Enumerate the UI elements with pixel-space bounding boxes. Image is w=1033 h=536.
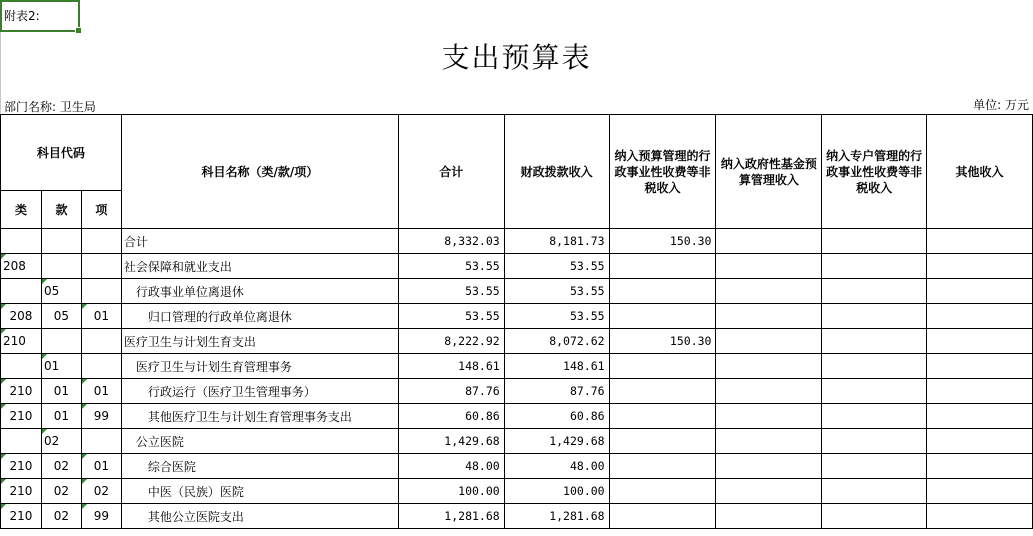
cell-name[interactable]: 综合医院 — [121, 454, 398, 479]
cell-special-acct[interactable] — [822, 379, 927, 404]
cell-budget-mgmt[interactable] — [609, 254, 716, 279]
appendix-label: 附表2: — [4, 9, 40, 23]
cell-gov-fund[interactable] — [716, 504, 822, 529]
cell-gov-fund[interactable] — [716, 279, 822, 304]
sheet-title: 支出预算表 — [441, 41, 592, 74]
cell-total[interactable]: 1,281.68 — [398, 504, 504, 529]
cell-other[interactable] — [927, 329, 1033, 354]
cell-gov-fund[interactable] — [716, 454, 822, 479]
cell-total[interactable]: 60.86 — [398, 404, 504, 429]
table-row — [1, 304, 1033, 329]
header-subject-name[interactable]: 科目名称（类/款/项） — [121, 115, 398, 229]
table-row — [1, 429, 1033, 454]
cell-other[interactable] — [927, 429, 1033, 454]
cell-other[interactable] — [927, 404, 1033, 429]
cell-fiscal[interactable]: 148.61 — [504, 354, 609, 379]
cell-xiang[interactable]: 99 — [81, 404, 121, 429]
cell-fiscal[interactable]: 53.55 — [504, 304, 609, 329]
cell-xiang[interactable] — [81, 229, 121, 254]
table-row — [1, 354, 1033, 379]
cell-xiang[interactable]: 01 — [81, 379, 121, 404]
cell-xiang[interactable] — [81, 254, 121, 279]
cell-gov-fund[interactable] — [716, 429, 822, 454]
cell-budget-mgmt[interactable]: 150.30 — [609, 229, 716, 254]
table-row — [1, 504, 1033, 529]
cell-special-acct[interactable] — [822, 404, 927, 429]
cell-budget-mgmt[interactable] — [609, 454, 716, 479]
cell-fiscal[interactable]: 60.86 — [504, 404, 609, 429]
cell-special-acct[interactable] — [822, 254, 927, 279]
department-label: 部门名称: 卫生局 — [4, 100, 96, 114]
cell-xiang[interactable]: 01 — [81, 304, 121, 329]
table-row — [1, 454, 1033, 479]
table-row — [1, 379, 1033, 404]
unit-label: 单位: 万元 — [973, 98, 1029, 112]
cell-budget-mgmt[interactable] — [609, 404, 716, 429]
cell-total[interactable]: 87.76 — [398, 379, 504, 404]
cell-other[interactable] — [927, 454, 1033, 479]
cell-lei[interactable] — [1, 429, 42, 454]
cell-gov-fund[interactable] — [716, 229, 822, 254]
cell-lei[interactable]: 210 — [1, 479, 42, 504]
header-kuan[interactable]: 款 — [41, 191, 81, 229]
cell-budget-mgmt[interactable]: 150.30 — [609, 329, 716, 354]
cell-total[interactable]: 53.55 — [398, 279, 504, 304]
cell-name[interactable]: 归口管理的行政单位离退休 — [121, 304, 398, 329]
table-row — [1, 479, 1033, 504]
header-code-group[interactable]: 科目代码 — [1, 115, 122, 191]
cell-budget-mgmt[interactable] — [609, 354, 716, 379]
cell-name[interactable]: 其他公立医院支出 — [121, 504, 398, 529]
cell-kuan[interactable]: 02 — [41, 479, 81, 504]
cell-total[interactable]: 8,332.03 — [398, 229, 504, 254]
cell-name[interactable]: 中医（民族）医院 — [121, 479, 398, 504]
cell-gov-fund[interactable] — [716, 304, 822, 329]
cell-kuan[interactable] — [41, 254, 81, 279]
cell-fiscal[interactable]: 1,429.68 — [504, 429, 609, 454]
cell-other[interactable] — [927, 279, 1033, 304]
cell-kuan[interactable]: 02 — [41, 429, 81, 454]
cell-lei[interactable] — [1, 229, 42, 254]
cell-special-acct[interactable] — [822, 304, 927, 329]
cell-lei[interactable]: 210 — [1, 454, 42, 479]
cell-xiang[interactable]: 02 — [81, 479, 121, 504]
cell-gov-fund[interactable] — [716, 404, 822, 429]
header-gov-fund[interactable]: 纳入政府性基金预算管理收入 — [716, 115, 822, 229]
cell-lei[interactable]: 208 — [1, 254, 42, 279]
cell-xiang[interactable] — [81, 329, 121, 354]
cell-other[interactable] — [927, 379, 1033, 404]
cell-kuan[interactable] — [41, 329, 81, 354]
cell-budget-mgmt[interactable] — [609, 429, 716, 454]
cell-gov-fund[interactable] — [716, 254, 822, 279]
cell-fiscal[interactable]: 87.76 — [504, 379, 609, 404]
cell-name[interactable]: 行政运行（医疗卫生管理事务） — [121, 379, 398, 404]
cell-xiang[interactable]: 99 — [81, 504, 121, 529]
cell-name[interactable]: 合计 — [121, 229, 398, 254]
fill-handle[interactable] — [75, 27, 82, 34]
cell-total[interactable]: 48.00 — [398, 454, 504, 479]
cell-lei[interactable] — [1, 354, 42, 379]
budget-table — [0, 114, 1033, 529]
header-lei[interactable]: 类 — [1, 191, 42, 229]
cell-kuan[interactable]: 01 — [41, 354, 81, 379]
cell-other[interactable] — [927, 479, 1033, 504]
cell-other[interactable] — [927, 504, 1033, 529]
cell-xiang[interactable] — [81, 354, 121, 379]
cell-xiang[interactable] — [81, 279, 121, 304]
cell-special-acct[interactable] — [822, 229, 927, 254]
cell-special-acct[interactable] — [822, 504, 927, 529]
header-other[interactable]: 其他收入 — [927, 115, 1033, 229]
cell-name[interactable]: 医疗卫生与计划生育支出 — [121, 329, 398, 354]
header-budget-mgmt[interactable]: 纳入预算管理的行政事业性收费等非税收入 — [609, 115, 716, 229]
cell-xiang[interactable]: 01 — [81, 454, 121, 479]
cell-kuan[interactable]: 05 — [41, 279, 81, 304]
cell-fiscal[interactable]: 100.00 — [504, 479, 609, 504]
cell-gov-fund[interactable] — [716, 329, 822, 354]
cell-kuan[interactable] — [41, 229, 81, 254]
cell-lei[interactable]: 210 — [1, 379, 42, 404]
cell-lei[interactable]: 210 — [1, 504, 42, 529]
cell-budget-mgmt[interactable] — [609, 279, 716, 304]
cell-kuan[interactable]: 01 — [41, 379, 81, 404]
header-fiscal[interactable]: 财政拨款收入 — [504, 115, 609, 229]
cell-lei[interactable]: 210 — [1, 329, 42, 354]
cell-special-acct[interactable] — [822, 429, 927, 454]
cell-other[interactable] — [927, 304, 1033, 329]
cell-xiang[interactable] — [81, 429, 121, 454]
cell-gov-fund[interactable] — [716, 379, 822, 404]
table-row — [1, 254, 1033, 279]
cell-fiscal[interactable]: 53.55 — [504, 254, 609, 279]
cell-kuan[interactable]: 05 — [41, 304, 81, 329]
cell-name[interactable]: 医疗卫生与计划生育管理事务 — [121, 354, 398, 379]
cell-total[interactable]: 8,222.92 — [398, 329, 504, 354]
cell-fiscal[interactable]: 1,281.68 — [504, 504, 609, 529]
cell-other[interactable] — [927, 229, 1033, 254]
header-special-acct[interactable]: 纳入专户管理的行政事业性收费等非税收入 — [822, 115, 927, 229]
cell-name[interactable]: 其他医疗卫生与计划生育管理事务支出 — [121, 404, 398, 429]
header-total[interactable]: 合计 — [398, 115, 504, 229]
cell-gov-fund[interactable] — [716, 354, 822, 379]
cell-fiscal[interactable]: 48.00 — [504, 454, 609, 479]
cell-fiscal[interactable]: 8,072.62 — [504, 329, 609, 354]
table-row — [1, 279, 1033, 304]
cell-kuan[interactable]: 02 — [41, 504, 81, 529]
cell-special-acct[interactable] — [822, 479, 927, 504]
cell-special-acct[interactable] — [822, 329, 927, 354]
cell-kuan[interactable]: 02 — [41, 454, 81, 479]
cell-total[interactable]: 100.00 — [398, 479, 504, 504]
cell-budget-mgmt[interactable] — [609, 304, 716, 329]
cell-total[interactable]: 53.55 — [398, 304, 504, 329]
cell-fiscal[interactable]: 8,181.73 — [504, 229, 609, 254]
cell-name[interactable]: 行政事业单位离退休 — [121, 279, 398, 304]
cell-lei[interactable]: 210 — [1, 404, 42, 429]
cell-other[interactable] — [927, 354, 1033, 379]
cell-kuan[interactable]: 01 — [41, 404, 81, 429]
cell-name[interactable]: 公立医院 — [121, 429, 398, 454]
cell-lei[interactable]: 208 — [1, 304, 42, 329]
selected-cell-a1[interactable] — [0, 0, 80, 32]
cell-gov-fund[interactable] — [716, 479, 822, 504]
cell-total[interactable]: 148.61 — [398, 354, 504, 379]
cell-lei[interactable] — [1, 279, 42, 304]
cell-total[interactable]: 53.55 — [398, 254, 504, 279]
cell-name[interactable]: 社会保障和就业支出 — [121, 254, 398, 279]
cell-budget-mgmt[interactable] — [609, 379, 716, 404]
cell-budget-mgmt[interactable] — [609, 504, 716, 529]
total-row — [1, 229, 1033, 254]
cell-special-acct[interactable] — [822, 454, 927, 479]
cell-special-acct[interactable] — [822, 354, 927, 379]
cell-other[interactable] — [927, 254, 1033, 279]
table-row — [1, 329, 1033, 354]
cell-total[interactable]: 1,429.68 — [398, 429, 504, 454]
cell-special-acct[interactable] — [822, 279, 927, 304]
table-row — [1, 404, 1033, 429]
cell-fiscal[interactable]: 53.55 — [504, 279, 609, 304]
cell-budget-mgmt[interactable] — [609, 479, 716, 504]
header-xiang[interactable]: 项 — [81, 191, 121, 229]
